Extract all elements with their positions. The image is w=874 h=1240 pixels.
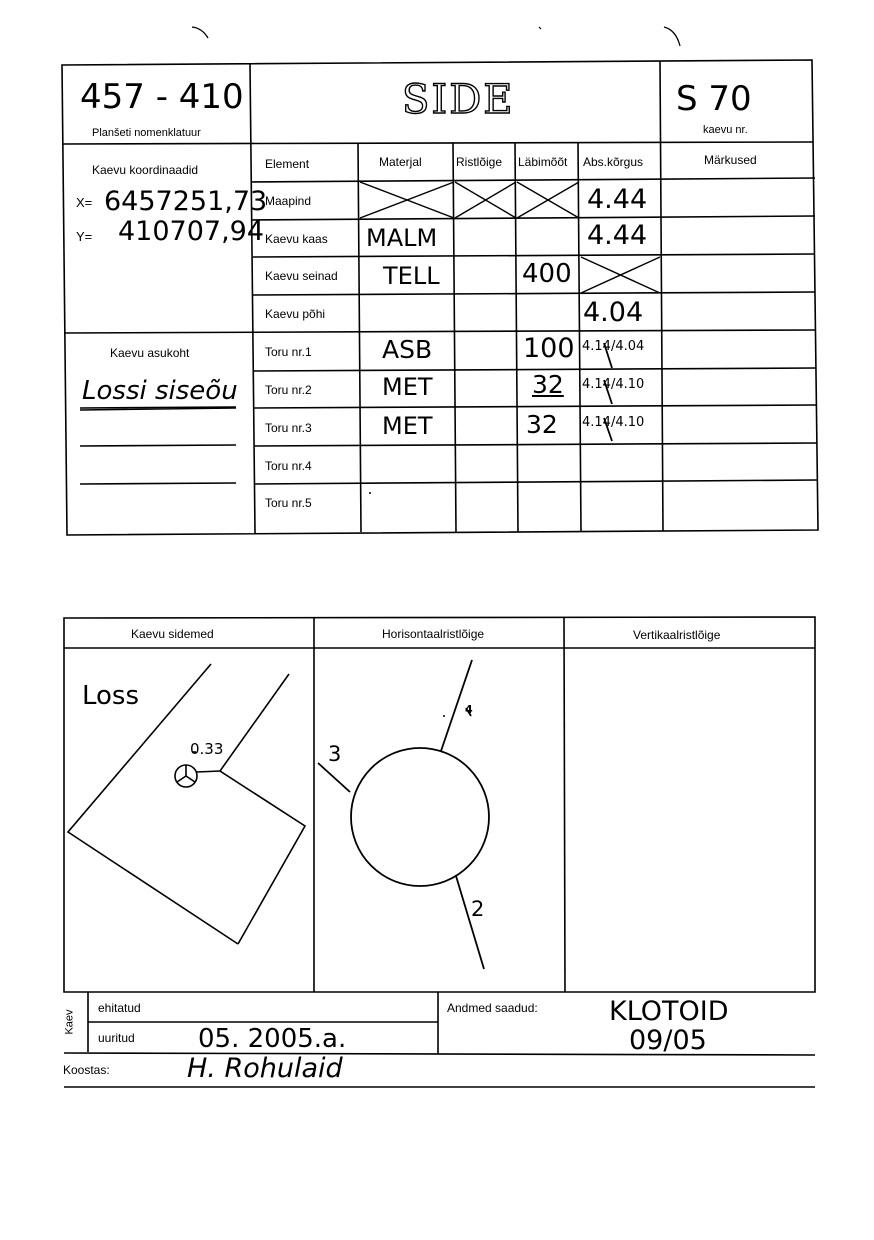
col-header-materjal: Materjal: [379, 155, 422, 169]
sheet-label: Planšeti nomenklatuur: [92, 127, 201, 139]
data-date: 09/05: [629, 1025, 707, 1056]
col-label-horizontal: Horisontaalristlõige: [382, 627, 485, 641]
table-cell-abs: 4.14/4.04: [582, 339, 645, 354]
table-cell-abs: 4.44: [587, 184, 648, 215]
y-coordinate: 410707,94: [118, 216, 265, 247]
well-number: S 70: [676, 79, 752, 119]
col-header-labimoot: Läbimõõt: [518, 155, 568, 169]
table-cell-abs: 4.14/4.10: [582, 377, 645, 392]
table-row-element: Toru nr.1: [265, 345, 312, 359]
horizontal-section-sketch: [318, 660, 489, 969]
building-label: Loss: [82, 681, 140, 711]
pipe-label-2: 2: [471, 897, 485, 921]
table-row-element: Kaevu seinad: [265, 269, 338, 283]
table-row-element: Kaevu põhi: [265, 307, 326, 321]
table-row-element: Kaevu kaas: [265, 232, 328, 246]
sheet-code: 457 - 410: [80, 77, 244, 117]
table-row-element: Toru nr.2: [265, 383, 312, 397]
table-row-element: Toru nr.5: [265, 496, 312, 510]
col-label-sidemed: Kaevu sidemed: [131, 627, 214, 641]
table-row-element: Toru nr.3: [265, 421, 312, 435]
compiled-label: Koostas:: [63, 1063, 110, 1077]
table-row-element: Toru nr.4: [265, 459, 312, 473]
col-label-vertical: Vertikaalristlõige: [633, 628, 721, 642]
col-header-markused: Märkused: [704, 153, 757, 167]
table-row-element: Maapind: [265, 194, 312, 208]
page-title: SIDE: [402, 77, 515, 123]
pipe-label-3: 3: [328, 742, 342, 766]
distance-label: 0.33: [190, 740, 224, 758]
col-header-element: Element: [265, 157, 310, 171]
table-cell-labimoot: 100: [523, 333, 575, 364]
pipe-label-4: 4: [465, 703, 473, 716]
location-label: Kaevu asukoht: [110, 346, 190, 360]
kaev-side-label: Kaev: [63, 1009, 76, 1035]
table-cell-materjal: MET: [382, 373, 433, 401]
y-prefix: Y=: [76, 229, 93, 244]
data-source-label: Andmed saadud:: [447, 1001, 538, 1015]
built-label: ehitatud: [98, 1001, 141, 1015]
coords-label: Kaevu koordinaadid: [92, 163, 199, 177]
table-cell-labimoot: 32: [526, 410, 558, 439]
table-cell-materjal: MALM: [366, 224, 438, 252]
table-cell-materjal: MET: [382, 412, 433, 440]
col-header-abs: Abs.kõrgus: [583, 155, 644, 169]
well-number-label: kaevu nr.: [703, 124, 748, 136]
table-cell-labimoot: 32: [532, 370, 564, 399]
x-prefix: X=: [76, 195, 93, 210]
table-cell-materjal: ASB: [382, 335, 433, 364]
col-header-ristloige: Ristlõige: [456, 155, 503, 169]
table-cell-materjal: TELL: [383, 262, 440, 290]
location-value: Lossi siseõu: [82, 376, 238, 406]
x-coordinate: 6457251,73: [104, 186, 268, 217]
table-cell-abs: 4.04: [583, 297, 644, 328]
table-cell-labimoot: 400: [522, 259, 572, 289]
surveyed-value: 05. 2005.a.: [198, 1024, 347, 1054]
table-cell-abs: 4.14/4.10: [582, 415, 645, 430]
data-source: KLOTOID: [609, 996, 729, 1027]
compiled-value: H. Rohulaid: [187, 1053, 343, 1084]
table-cell-abs: 4.44: [587, 220, 648, 251]
surveyed-label: uuritud: [98, 1031, 135, 1045]
